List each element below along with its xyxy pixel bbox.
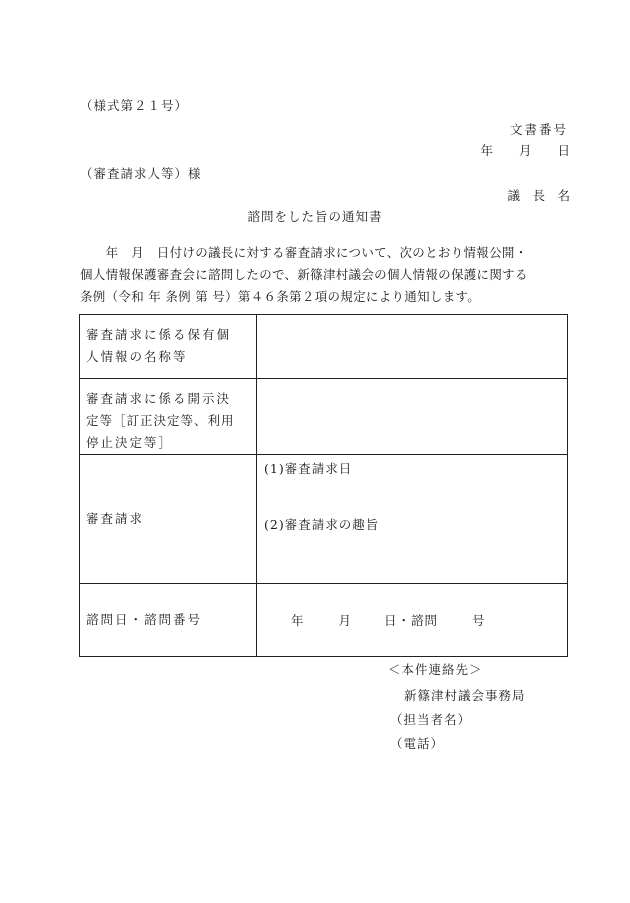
- inquiry-day: 日・諮問: [384, 613, 439, 628]
- row-label-inquiry: [80, 584, 257, 657]
- body-line: 条例（令和 年 条例 第 号）第４６条第２項の規定により通知します。: [80, 289, 481, 304]
- row-label-request: [80, 455, 257, 584]
- sender-name: 議 長 名: [507, 188, 570, 203]
- inquiry-year: 年: [291, 613, 305, 628]
- contact-person: （担当者名）: [390, 712, 472, 727]
- label-line: 停止決定等］: [86, 435, 174, 450]
- request-purpose-item: (2)審査請求の趣旨: [264, 517, 380, 532]
- body-paragraph: [80, 242, 568, 308]
- table-row: [80, 455, 568, 584]
- contact-phone: （電話）: [390, 736, 445, 751]
- table-row: [80, 379, 568, 455]
- row-label-disclosure-decision: [80, 379, 257, 455]
- notice-form-table: [79, 314, 568, 657]
- date-year: 年: [480, 143, 493, 158]
- label-line: 審査請求に係る開示決: [86, 391, 232, 406]
- contact-heading: ＜本件連絡先＞: [388, 662, 483, 677]
- label-line: 人情報の名称等: [86, 349, 188, 364]
- date-month: 月: [518, 143, 532, 158]
- addressee: （審査請求人等）様: [80, 166, 202, 181]
- row-value-request: [257, 455, 568, 584]
- date-day: 日: [557, 143, 570, 158]
- body-line: 年 月 日付けの議長に対する審査請求について、次のとおり情報公開・: [80, 245, 528, 260]
- table-row: [80, 584, 568, 657]
- row-label-personal-info: [80, 315, 257, 379]
- label-line: 諮問日・諮問番号: [86, 612, 203, 627]
- row-value-disclosure-decision: [257, 379, 568, 455]
- issue-date: [480, 141, 570, 159]
- inquiry-date-number: [257, 611, 567, 629]
- document-title: 諮問をした旨の通知書: [247, 209, 383, 224]
- row-value-personal-info: [257, 315, 568, 379]
- document-number: 文書番号: [509, 122, 568, 137]
- inquiry-number: 号: [472, 613, 486, 628]
- form-number: （様式第２１号）: [80, 98, 189, 113]
- body-line: 個人情報保護審査会に諮問したので、新篠津村議会の個人情報の保護に関する: [80, 267, 528, 282]
- label-line: 審査請求: [86, 511, 145, 526]
- request-date-item: (1)審査請求日: [264, 461, 353, 476]
- label-line: 定等［訂正決定等、利用: [86, 413, 235, 428]
- row-value-inquiry: [257, 584, 568, 657]
- inquiry-month: 月: [338, 613, 353, 628]
- label-line: 審査請求に係る保有個: [86, 327, 232, 342]
- table-row: [80, 315, 568, 379]
- contact-office: 新篠津村議会事務局: [404, 688, 526, 703]
